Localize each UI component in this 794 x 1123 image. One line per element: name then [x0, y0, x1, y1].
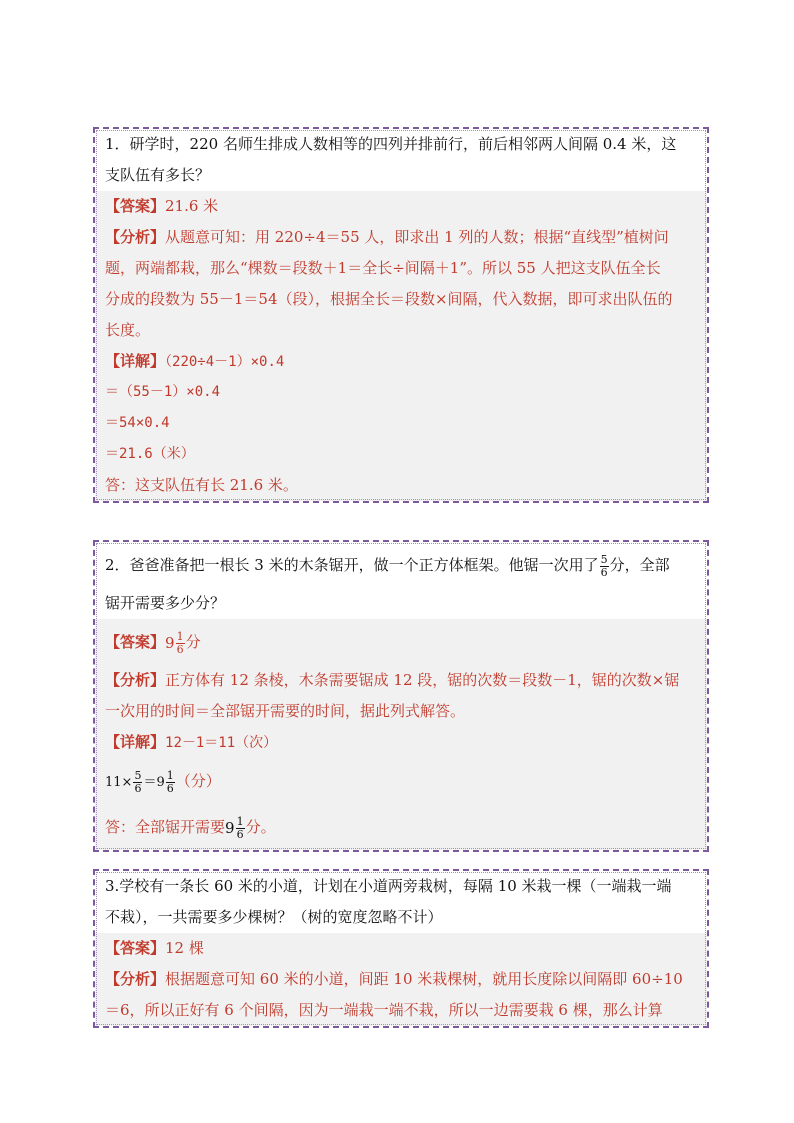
fraction-numerator: 1 — [236, 814, 244, 828]
question-line: 不栽），一共需要多少棵树？（树的宽度忽略不计） — [95, 902, 707, 933]
analysis-line — [95, 222, 707, 253]
question-line: 支队伍有多长？ — [95, 160, 707, 191]
fraction-denominator: 6 — [166, 781, 174, 795]
fraction — [600, 554, 609, 579]
answer-tag: 【答案】 — [105, 633, 166, 651]
question-text: 2．爸爸准备把一根长 3 米的木条锯开，做一个正方体框架。他锯一次用了 — [105, 556, 599, 574]
detail-unit: （分） — [175, 772, 221, 790]
detail-line: ＝21.6（米） — [95, 439, 707, 470]
detail-tag: 【详解】 — [105, 733, 166, 751]
detail-tag: 【详解】 — [105, 352, 166, 370]
fraction — [176, 631, 185, 656]
analysis-line: ＝6，所以正好有 6 个间隔，因为一端栽一端不栽，所以一边需要栽 6 棵，那么计算 — [95, 995, 707, 1026]
final-mixed-number — [225, 805, 246, 850]
analysis-line: 长度。 — [95, 315, 707, 346]
final-whole: 9 — [225, 819, 235, 837]
answer-line — [95, 933, 707, 964]
final-text: 分。 — [245, 818, 276, 836]
analysis-tag: 【分析】 — [105, 970, 166, 988]
detail-text: 12－1＝11（次） — [165, 735, 278, 751]
analysis-line — [95, 665, 707, 696]
answer-mixed-number — [165, 620, 186, 665]
final-text: 答：全部锯开需要 — [105, 818, 226, 836]
question-line: 锯开需要多少分？ — [95, 588, 707, 619]
analysis-text: 正方体有 12 条棱，木条需要锯成 12 段，锯的次数＝段数－1，锯的次数×锯 — [165, 671, 680, 689]
answer-unit: 分 — [185, 633, 201, 651]
analysis-line: 题，两端都栽，那么“棵数＝段数＋1＝全长÷间隔＋1”。所以 55 人把这支队伍全长 — [95, 253, 707, 284]
final-answer — [95, 804, 707, 850]
analysis-line: 一次用的时间＝全部锯开需要的时间，据此列式解答。 — [95, 696, 707, 727]
fraction-denominator: 6 — [236, 827, 244, 841]
fraction — [236, 816, 245, 841]
answer-whole: 9 — [165, 634, 175, 652]
fraction-denominator: 6 — [600, 565, 608, 579]
question-text: 分，全部 — [609, 556, 670, 574]
answer-line — [95, 191, 707, 222]
fraction-numerator: 5 — [134, 768, 142, 782]
fraction-numerator: 5 — [600, 552, 608, 566]
analysis-tag: 【分析】 — [105, 671, 166, 689]
detail-line — [95, 727, 707, 758]
analysis-text: 根据题意可知 60 米的小道，间距 10 米栽棵树，就用长度除以间隔即 60÷10 — [165, 970, 683, 988]
question-line — [95, 542, 707, 588]
detail-expression: ＝9 — [143, 775, 165, 790]
analysis-line — [95, 964, 707, 995]
answer-tag: 【答案】 — [105, 939, 166, 957]
fraction — [166, 770, 175, 795]
analysis-line: 分成的段数为 55－1＝54（段），根据全长＝段数×间隔，代入数据，即可求出队伍的 — [95, 284, 707, 315]
problem-1-box — [93, 127, 709, 503]
answer-value: 21.6 米 — [165, 197, 219, 215]
fraction — [133, 770, 142, 795]
detail-text: （220÷4－1）×0.4 — [165, 354, 285, 370]
question-line: 3.学校有一条长 60 米的小道，计划在小道两旁栽树，每隔 10 米栽一棵（一端栽一端 — [95, 871, 707, 902]
answer-tag: 【答案】 — [105, 197, 166, 215]
fraction-numerator: 1 — [176, 629, 184, 643]
detail-line — [95, 346, 707, 377]
final-answer: 答：这支队伍有长 21.6 米。 — [95, 470, 707, 501]
problem-3-box — [93, 869, 709, 1028]
fraction-numerator: 1 — [166, 768, 174, 782]
problem-2-box — [93, 540, 709, 852]
fraction-denominator: 6 — [176, 642, 184, 656]
fraction-denominator: 6 — [134, 781, 142, 795]
question-line: 1．研学时，220 名师生排成人数相等的四列并排前行，前后相邻两人间隔 0.4 米，这 — [95, 129, 707, 160]
analysis-tag: 【分析】 — [105, 228, 166, 246]
answer-line — [95, 619, 707, 665]
answer-value: 12 棵 — [165, 939, 204, 957]
detail-line — [95, 758, 707, 804]
detail-line: ＝54×0.4 — [95, 408, 707, 439]
detail-expression: 11× — [105, 775, 133, 790]
detail-line: ＝（55－1）×0.4 — [95, 377, 707, 408]
analysis-text: 从题意可知：用 220÷4＝55 人，即求出 1 列的人数；根据“直线型”植树问 — [165, 228, 669, 246]
